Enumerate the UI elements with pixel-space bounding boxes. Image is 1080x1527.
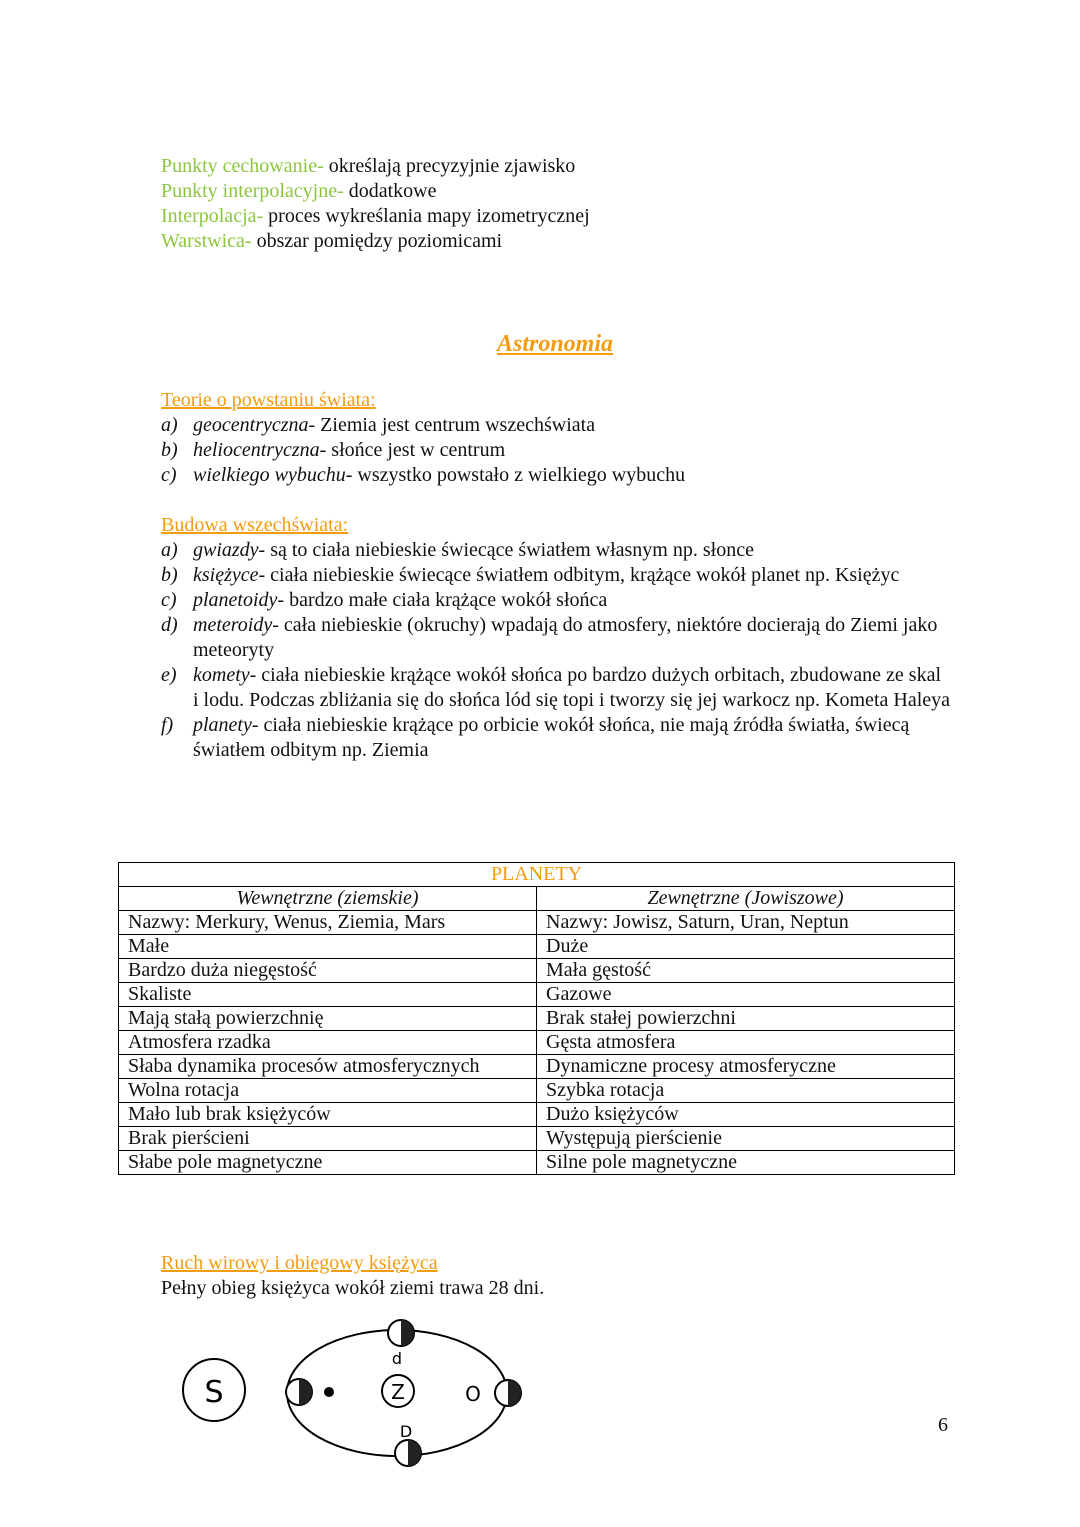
table-cell: Małe <box>119 935 537 959</box>
column-header-outer: Zewnętrzne (Jowiszowe) <box>537 887 955 911</box>
definition-term: Punkty interpolacyjne- <box>161 180 344 202</box>
list-term: planety- <box>193 714 259 736</box>
table-row <box>119 1127 955 1151</box>
table-cell: Brak pierścieni <box>119 1127 537 1151</box>
list-item <box>161 588 951 613</box>
phase-label-right: O <box>465 1382 481 1406</box>
list-item <box>161 713 951 763</box>
table-cell: Dużo księżyców <box>537 1103 955 1127</box>
list-marker: c) <box>161 464 177 486</box>
definition-text: dodatkowe <box>343 180 437 202</box>
structure-heading: Budowa wszechświata: <box>161 514 349 536</box>
list-text: ciała niebieskie krążące po orbicie wokół słońca, nie mają źródła światła, świecą światłem odbitym np. Ziemia <box>193 714 910 761</box>
table-cell: Skaliste <box>119 983 537 1007</box>
moon-left <box>286 1379 312 1405</box>
list-item <box>161 438 961 463</box>
list-term: wielkiego wybuchu- <box>193 464 353 486</box>
table-cell: Słaba dynamika procesów atmosferycznych <box>119 1055 537 1079</box>
definition-term: Interpolacja- <box>161 205 264 227</box>
list-text: słońce jest w centrum <box>326 439 506 461</box>
list-term: księżyce- <box>193 564 266 586</box>
section-title: Astronomia <box>496 331 614 357</box>
phase-label-top: d <box>391 1349 403 1368</box>
list-item <box>161 463 961 488</box>
list-term: planetoidy- <box>193 589 285 611</box>
page-number: 6 <box>938 1414 948 1436</box>
list-marker: a) <box>161 539 178 561</box>
table-cell: Mało lub brak księżyców <box>119 1103 537 1127</box>
list-text: ciała niebieskie krążące wokół słońca po bardzo dużych orbitach, zbudowane ze skal i lodu. Podczas zbliżania się do słońca lód się topi i tworzy się jej warkocz np. Kometa Haleya <box>193 664 951 711</box>
table-cell: Wolna rotacja <box>119 1079 537 1103</box>
list-term: gwiazdy- <box>193 539 266 561</box>
moon-heading: Ruch wirowy i obiegowy księżyca <box>161 1252 438 1274</box>
table-cell: Nazwy: Jowisz, Saturn, Uran, Neptun <box>537 911 955 935</box>
moon-top <box>388 1320 414 1346</box>
theories-heading: Teorie o powstaniu świata: <box>161 389 376 411</box>
table-cell: Bardzo duża niegęstość <box>119 959 537 983</box>
structure-list <box>161 538 951 763</box>
table-row <box>119 1007 955 1031</box>
list-term: heliocentryczna- <box>193 439 327 461</box>
definition-term: Punkty cechowanie- <box>161 155 324 177</box>
list-text: cała niebieskie (okruchy) wpadają do atmosfery, niektóre docierają do Ziemi jako meteoryty <box>193 614 938 661</box>
table-cell: Słabe pole magnetyczne <box>119 1151 537 1175</box>
list-text: bardzo małe ciała krążące wokół słońca <box>284 589 608 611</box>
table-cell: Gęsta atmosfera <box>537 1031 955 1055</box>
list-item <box>161 413 961 438</box>
table-cell: Nazwy: Merkury, Wenus, Ziemia, Mars <box>119 911 537 935</box>
list-marker: d) <box>161 614 178 636</box>
table-header-row <box>119 887 955 911</box>
definition-term: Warstwica- <box>161 230 252 252</box>
table-cell: Mają stałą powierzchnię <box>119 1007 537 1031</box>
table-row <box>119 959 955 983</box>
table-cell: Atmosfera rzadka <box>119 1031 537 1055</box>
list-marker: e) <box>161 664 177 686</box>
definition-text: proces wykreślania mapy izometrycznej <box>263 205 590 227</box>
table-row <box>119 935 955 959</box>
column-header-inner: Wewnętrzne (ziemskie) <box>119 887 537 911</box>
moon-right <box>495 1380 521 1406</box>
list-term: meteroidy- <box>193 614 279 636</box>
definition-text: obszar pomiędzy poziomicami <box>251 230 503 252</box>
moon-text: Pełny obieg księżyca wokół ziemi trawa 28 dni. <box>161 1277 545 1299</box>
table-caption-row <box>119 863 955 887</box>
table-row <box>119 1151 955 1175</box>
list-item <box>161 613 951 663</box>
planets-table <box>118 862 955 1175</box>
moon-bottom <box>395 1440 421 1466</box>
table-row <box>119 983 955 1007</box>
earth-label: Z <box>391 1380 405 1404</box>
table-cell: Brak stałej powierzchni <box>537 1007 955 1031</box>
list-item <box>161 538 951 563</box>
theories-list <box>161 413 961 488</box>
new-moon-dot <box>324 1387 334 1397</box>
sun-label: S <box>204 1375 224 1410</box>
list-marker: b) <box>161 439 178 461</box>
table-cell: Duże <box>537 935 955 959</box>
table-cell: Gazowe <box>537 983 955 1007</box>
list-text: wszystko powstało z wielkiego wybuchu <box>352 464 686 486</box>
table-cell: Silne pole magnetyczne <box>537 1151 955 1175</box>
definition-line <box>161 179 437 204</box>
definition-text: określają precyzyjnie zjawisko <box>323 155 576 177</box>
table-cell: Szybka rotacja <box>537 1079 955 1103</box>
table-row <box>119 911 955 935</box>
list-term: komety- <box>193 664 257 686</box>
table-caption: PLANETY <box>119 863 955 887</box>
moon-orbit-diagram <box>175 1315 535 1475</box>
table-cell: Dynamiczne procesy atmosferyczne <box>537 1055 955 1079</box>
phase-label-bottom: D <box>399 1422 413 1441</box>
list-term: geocentryczna- <box>193 414 316 436</box>
list-text: ciała niebieskie świecące światłem odbitym, krążące wokół planet np. Księżyc <box>265 564 900 586</box>
table-row <box>119 1055 955 1079</box>
list-marker: c) <box>161 589 177 611</box>
list-marker: f) <box>161 714 174 736</box>
list-text: Ziemia jest centrum wszechświata <box>315 414 596 436</box>
list-marker: a) <box>161 414 178 436</box>
list-item <box>161 563 951 588</box>
definition-line <box>161 204 590 229</box>
list-item <box>161 663 951 713</box>
definition-line <box>161 154 575 179</box>
list-text: są to ciała niebieskie świecące światłem własnym np. słonce <box>265 539 754 561</box>
table-row <box>119 1079 955 1103</box>
definition-line <box>161 229 502 254</box>
table-cell: Występują pierścienie <box>537 1127 955 1151</box>
list-marker: b) <box>161 564 178 586</box>
table-row <box>119 1103 955 1127</box>
table-cell: Mała gęstość <box>537 959 955 983</box>
table-row <box>119 1031 955 1055</box>
